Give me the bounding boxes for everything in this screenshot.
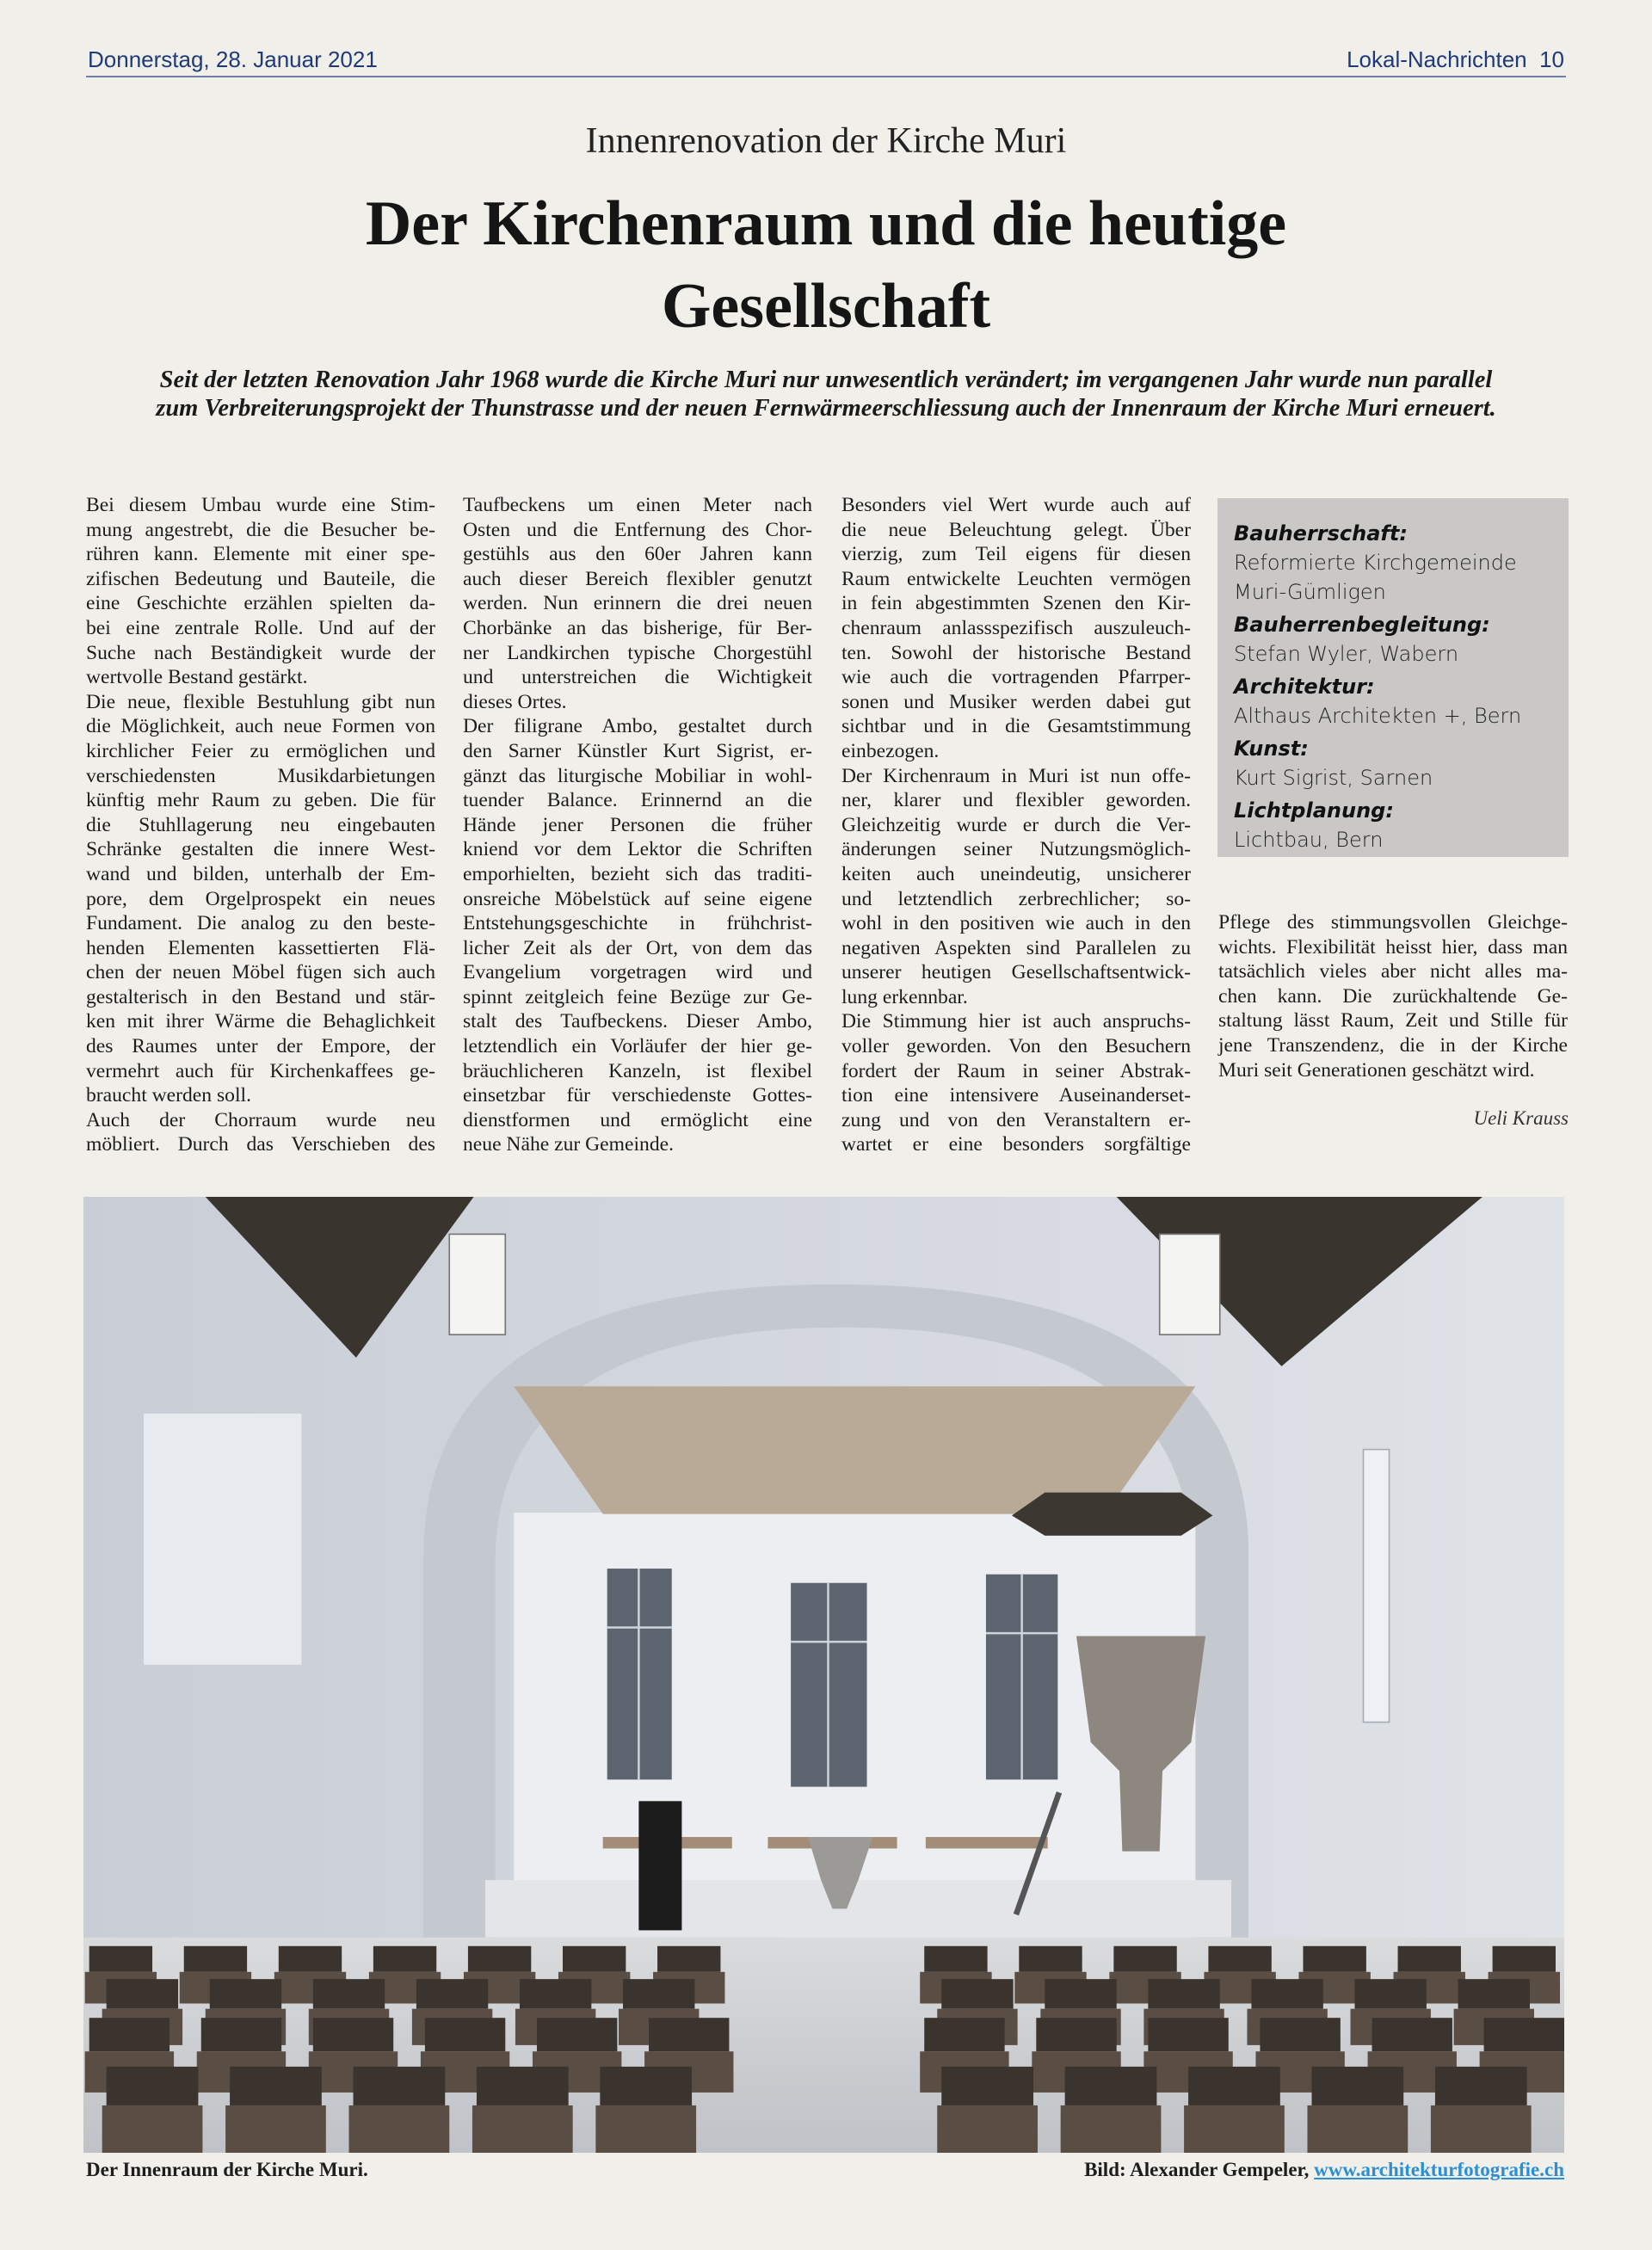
text-line: Pflege des stimmungsvollen Gleichge- — [1218, 911, 1568, 934]
text-line: kniend vor dem Lektor die Schriften — [463, 838, 812, 861]
text-line: dieses Ortes. — [463, 690, 567, 713]
page-number: 10 — [1539, 46, 1564, 72]
credit-label: Lichtplanung: — [1234, 798, 1394, 823]
text-line: verschiedensten Musikdarbietungen — [86, 764, 435, 787]
credits-infobox — [1217, 498, 1569, 857]
text-line: negativen Aspekten sind Parallelen zu — [841, 936, 1191, 959]
text-column-4 — [1218, 910, 1568, 1082]
chair — [1372, 2018, 1452, 2051]
text-line: einbezogen. — [841, 739, 940, 762]
ambo — [638, 1801, 681, 1930]
text-line: sichtbar und in die Gesamtstimmung — [841, 715, 1191, 738]
credit-value: Kurt Sigrist, Sarnen — [1234, 766, 1433, 790]
chair — [354, 2067, 446, 2105]
chair-seat — [1431, 2105, 1532, 2153]
text-line: Hände jener Personen die früher — [463, 813, 812, 836]
text-line: einsetzbar für verschiedenste Gottes- — [463, 1084, 812, 1107]
text-line: Evangelium vorgetragen wird und — [463, 961, 812, 984]
chair — [1484, 2018, 1564, 2051]
credit-value: Muri-Gümligen — [1234, 580, 1386, 604]
chair-seat — [102, 2105, 203, 2153]
text-line: Die Stimmung hier ist auch anspruchs- — [841, 1010, 1191, 1033]
credit-value: Stefan Wyler, Wabern — [1234, 642, 1459, 666]
text-line: den Sarner Künstler Kurt Sigrist, er- — [463, 739, 812, 762]
text-line: tatsächlich vieles aber nicht alles ma- — [1218, 960, 1568, 983]
right-wall-window — [1364, 1450, 1390, 1723]
text-line: wertvolle Bestand gestärkt. — [86, 666, 308, 689]
text-line: chen kann. Die zurückhaltende Ge- — [1218, 984, 1568, 1008]
text-line: Entstehungsgeschichte in frühchrist- — [463, 912, 812, 935]
chair — [1036, 2018, 1116, 2051]
chair — [1148, 2018, 1228, 2051]
text-line: tuender Balance. Erinnernd an die — [463, 789, 812, 812]
credit-value: Reformierte Kirchgemeinde — [1234, 551, 1517, 575]
text-line: emporhielten, bezieht sich das traditi- — [463, 862, 812, 885]
text-line: rühren kann. Elemente mit einer spe- — [86, 543, 435, 566]
chair — [1260, 2018, 1340, 2051]
chair — [313, 1979, 385, 2009]
chair — [1113, 1946, 1176, 1972]
text-line: wie auch die vortragenden Pfarrper- — [841, 666, 1191, 689]
text-line: Chorbänke an das bisherige, für Ber- — [463, 616, 812, 639]
text-line: chen der neuen Möbel fügen sich auch — [86, 961, 435, 984]
chair — [649, 2018, 729, 2051]
section-name: Lokal-Nachrichten — [1347, 46, 1527, 72]
text-line: voller geworden. Von den Besuchern — [841, 1035, 1191, 1058]
chair-seat — [349, 2105, 450, 2153]
text-line: Taufbeckens um einen Meter nach — [463, 494, 812, 516]
text-line: kirchlicher Feier zu ermöglichen und — [86, 739, 435, 762]
chair — [107, 1979, 178, 2009]
chair-seat — [225, 2105, 326, 2153]
text-line: Suche nach Beständigkeit wurde der — [86, 641, 435, 664]
text-line: fordert der Raum in seiner Abstrak- — [841, 1059, 1191, 1082]
text-line: Fundament. Die analog zu den beste- — [86, 912, 435, 935]
text-line: die Möglichkeit, auch neue Formen von — [86, 715, 435, 738]
chair-seat — [1184, 2105, 1285, 2153]
text-line: Schränke gestalten die innere West- — [86, 838, 435, 861]
issue-date: Donnerstag, 28. Januar 2021 — [88, 46, 378, 72]
text-line: Auch der Chorraum wurde neu — [86, 1108, 435, 1131]
chair — [1435, 2067, 1527, 2105]
chair — [563, 1946, 626, 1972]
chair — [537, 2018, 617, 2051]
lead-line: zum Verbreiterungsprojekt der Thunstrasse und der neuen Fernwärmeerschliessung auch der Innenraum der Kirche Muri erneuert. — [156, 395, 1496, 422]
text-line: eine Geschichte erzählen spielten da- — [86, 592, 435, 615]
chair — [1355, 1979, 1427, 2009]
credit-text: Bild: Alexander Gempeler, — [1084, 2159, 1315, 2180]
text-line: Besonders viel Wert wurde auch auf — [841, 494, 1191, 516]
text-line: die Stuhllagerung neu eingebauten — [86, 813, 435, 836]
text-line: die neue Beleuchtung gelegt. Über — [841, 518, 1191, 541]
photo-caption: Der Innenraum der Kirche Muri. — [86, 2159, 368, 2180]
chair-seat — [472, 2105, 573, 2153]
text-line: letztendlich ein Vorläufer der hier ge- — [463, 1035, 812, 1058]
text-line: Raum entwickelte Leuchten vermögen — [841, 567, 1191, 590]
chair — [89, 1946, 152, 1972]
text-line: gestühls aus den 60er Jahren kann — [463, 543, 812, 566]
photographer-website-link[interactable]: www.architekturfotografie.ch — [1314, 2159, 1564, 2180]
text-column-2 — [463, 493, 812, 1157]
chair — [1251, 1979, 1322, 2009]
chair-seat — [1061, 2105, 1162, 2153]
chair — [1398, 1946, 1461, 1972]
chair — [1458, 1979, 1530, 2009]
text-line: möbliert. Durch das Verschieben des — [86, 1133, 435, 1156]
platform — [485, 1880, 1231, 1938]
chair-seat — [595, 2105, 696, 2153]
window-light-patch — [144, 1414, 301, 1665]
text-line: des Raumes unter der Empore, der — [86, 1035, 435, 1058]
chair — [477, 2067, 569, 2105]
text-line: in fein abgestimmten Szenen den Kir- — [841, 592, 1191, 615]
chair — [279, 1946, 342, 1972]
chair — [373, 1946, 436, 1972]
text-line: und unterstreichen die Wichtigkeit — [463, 666, 812, 689]
text-line: stalt des Taufbeckens. Dieser Ambo, — [463, 1010, 812, 1033]
chair — [1148, 1979, 1219, 2009]
chair — [107, 2067, 199, 2105]
chair — [201, 2018, 281, 2051]
text-line: ner, klarer und flexibler geworden. — [841, 789, 1191, 812]
church-interior-photo — [83, 1197, 1564, 2153]
text-line: Der filigrane Ambo, gestaltet durch — [463, 715, 812, 738]
text-line: tion eine intensivere Auseinanderset- — [841, 1084, 1191, 1107]
text-line: henden Elementen kassettierten Flä- — [86, 936, 435, 959]
text-line: gänzt das liturgische Mobiliar in wohl- — [463, 764, 812, 787]
credit-value: Althaus Architekten +, Bern — [1234, 704, 1522, 728]
article-kicker: Innenrenovation der Kirche Muri — [585, 121, 1067, 161]
text-line: sonen und Musiker werden dabei gut — [841, 690, 1191, 713]
chair — [425, 2018, 505, 2051]
text-line: zifischen Bedeutung und Bauteile, die — [86, 567, 435, 590]
chair — [1303, 1946, 1365, 1972]
text-line: mung angestrebt, die die Besucher be- — [86, 518, 435, 541]
text-line: bräuchlicheren Kanzeln, ist flexibel — [463, 1059, 812, 1082]
text-line: onsreiche Möbelstück auf seine eigene — [463, 887, 812, 910]
article-lead — [86, 366, 1566, 422]
chair — [210, 1979, 281, 2009]
chair — [1045, 1979, 1116, 2009]
credit-label: Bauherrschaft: — [1234, 521, 1408, 546]
chair — [230, 2067, 322, 2105]
author-byline: Ueli Krauss — [1473, 1107, 1569, 1129]
text-line: braucht werden soll. — [86, 1084, 251, 1107]
text-line: Muri seit Generationen geschätzt wird. — [1218, 1058, 1535, 1082]
text-line: gestalterisch in den Bestand und stär- — [86, 985, 435, 1008]
chair — [184, 1946, 247, 1972]
text-line: Gleichzeitig wurde er durch die Ver- — [841, 813, 1191, 836]
text-line: bei eine zentrale Rolle. Und auf der — [86, 616, 435, 639]
chair — [1065, 2067, 1157, 2105]
text-column-3 — [841, 493, 1191, 1157]
headline-line: Der Kirchenraum und die heutige — [365, 188, 1287, 259]
text-line: änderungen seiner Nutzungsmöglich- — [841, 838, 1191, 861]
lamp — [449, 1234, 505, 1335]
text-line: ten. Sowohl der historische Bestand — [841, 641, 1191, 664]
chair — [1311, 2067, 1403, 2105]
chair — [600, 2067, 692, 2105]
chair-seat — [1307, 2105, 1408, 2153]
chair — [468, 1946, 531, 1972]
text-line: wartet er eine besonders sorgfältige — [841, 1133, 1191, 1156]
chair — [1493, 1946, 1556, 1972]
text-line: werden. Nun erinnern die drei neuen — [463, 592, 812, 615]
text-line: ner Landkirchen typische Chorgestühl — [463, 641, 812, 664]
lamp — [1160, 1234, 1220, 1335]
section-and-page — [1347, 46, 1564, 73]
text-line: Der Kirchenraum in Muri ist nun offe- — [841, 764, 1191, 787]
text-line: lung erkennbar. — [841, 985, 968, 1008]
credit-value: Lichtbau, Bern — [1234, 828, 1384, 852]
headline-line: Gesellschaft — [661, 271, 991, 342]
chair — [313, 2018, 393, 2051]
text-line: vermehrt auch für Kirchenkaffees ge- — [86, 1059, 435, 1082]
text-line: dienstformen und ermöglicht eine — [463, 1108, 812, 1131]
text-line: wichts. Flexibilität heisst hier, dass man — [1218, 935, 1568, 959]
text-line: ken mit ihrer Wärme die Behaglichkeit — [86, 1010, 435, 1033]
text-line: Bei diesem Umbau wurde eine Stim- — [86, 494, 435, 516]
text-line: vierzig, zum Teil eigens für diesen — [841, 543, 1191, 566]
text-line: und letztendlich zerbrechlicher; so- — [841, 887, 1191, 910]
text-line: zung und von den Veranstaltern er- — [841, 1108, 1191, 1131]
text-line: pore, dem Orgelprospekt ein neues — [86, 887, 435, 910]
text-line: Osten und die Entfernung des Chor- — [463, 518, 812, 541]
credit-label: Kunst: — [1234, 737, 1309, 761]
text-line: wand und bilden, unterhalb der Em- — [86, 862, 435, 885]
running-head — [86, 43, 1566, 77]
text-line: neue Nähe zur Gemeinde. — [463, 1133, 674, 1156]
chair — [1208, 1946, 1271, 1972]
chair — [1188, 2067, 1280, 2105]
credit-label: Bauherrenbegleitung: — [1234, 613, 1490, 637]
text-line: chenraum anlassspezifisch auszuleuch- — [841, 616, 1191, 639]
chair — [416, 1979, 488, 2009]
text-line: unserer heutigen Gesellschaftsentwick- — [841, 961, 1191, 984]
pulpit-canopy — [1012, 1493, 1212, 1536]
photo-credit — [1084, 2159, 1564, 2181]
text-line: jene Transzendenz, die in der Kirche — [1218, 1033, 1568, 1057]
text-line: auch dieser Bereich flexibler genutzt — [463, 567, 812, 590]
lead-line: Seit der letzten Renovation Jahr 1968 wurde die Kirche Muri nur unwesentlich verändert; im vergangenen Jahr wurde nun parallel — [159, 367, 1493, 393]
article-headline — [0, 182, 1652, 348]
text-line: licher Zeit als der Ort, von dem das — [463, 936, 812, 959]
chair — [520, 1979, 591, 2009]
text-line: spinnt zeitgleich feine Bezüge zur Ge- — [463, 985, 812, 1008]
text-line: keiten auch uneindeutig, unsicherer — [841, 862, 1191, 885]
text-line: künftig mehr Raum zu geben. Die für — [86, 789, 435, 812]
text-line: Die neue, flexible Bestuhlung gibt nun — [86, 690, 435, 713]
chair-seat — [937, 2105, 1038, 2153]
text-line: wohl in den positiven wie auch in den — [841, 912, 1191, 935]
chair — [924, 1946, 987, 1972]
chair — [623, 1979, 694, 2009]
chair — [941, 1979, 1013, 2009]
chair — [924, 2018, 1004, 2051]
text-line: staltung lässt Raum, Zeit und Stille für — [1218, 1009, 1568, 1033]
chair — [657, 1946, 720, 1972]
text-column-1 — [86, 493, 435, 1157]
chair — [89, 2018, 170, 2051]
chair — [1019, 1946, 1082, 1972]
credit-label: Architektur: — [1234, 675, 1375, 699]
chair — [941, 2067, 1033, 2105]
